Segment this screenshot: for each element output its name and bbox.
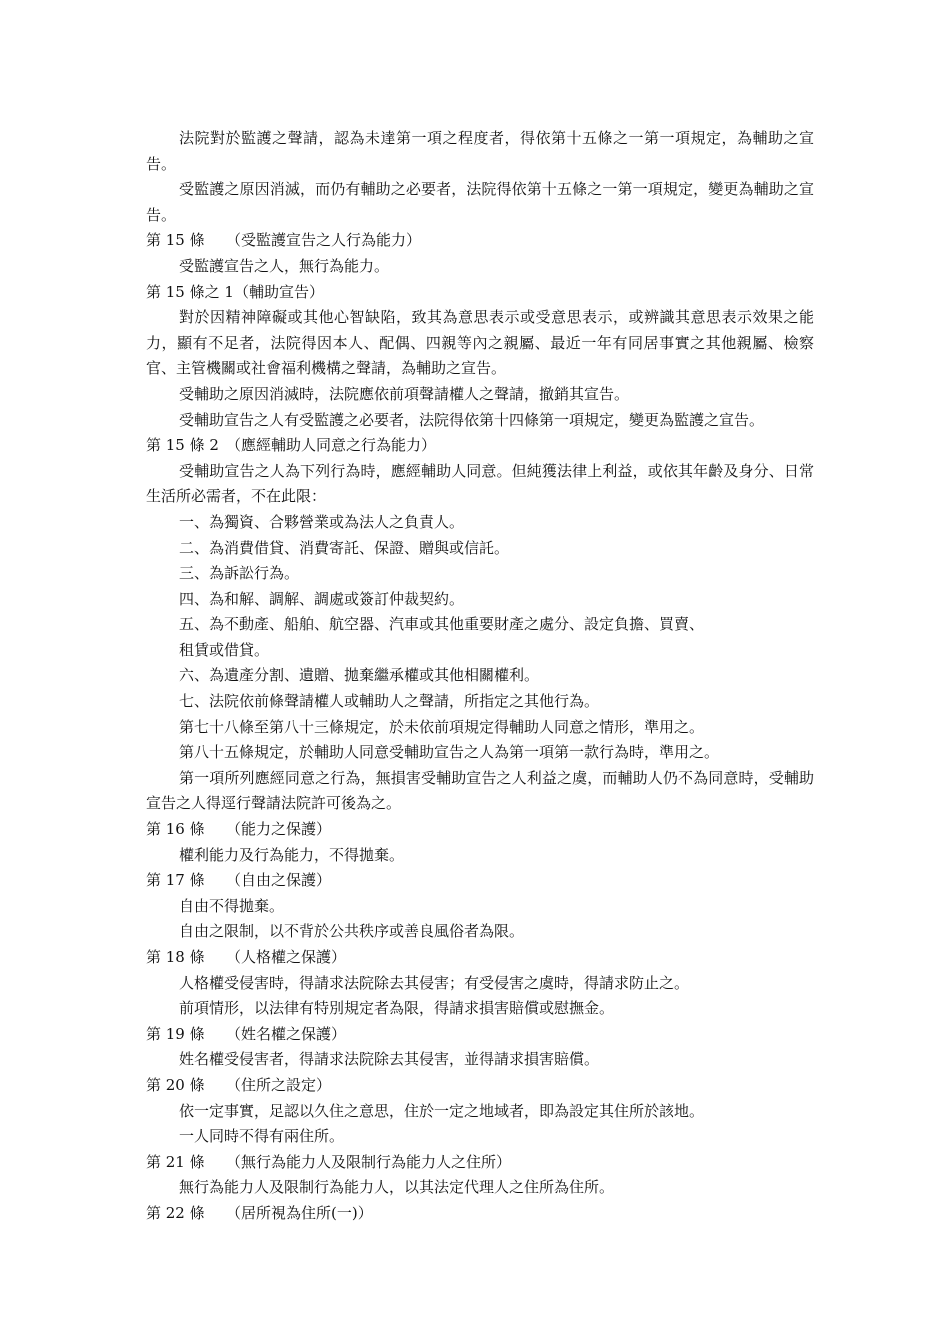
article-heading — [146, 1022, 814, 1048]
paragraph: 受監護宣告之人，無行為能力。 — [179, 256, 390, 275]
article-number: 第 19 條 — [146, 1024, 205, 1043]
article-heading — [146, 817, 814, 843]
paragraph: 第一項所列應經同意之行為，無損害受輔助宣告之人利益之虞，而輔助人仍不為同意時，受輔助宣告之人得逕行聲請法院許可後為之。 — [146, 768, 814, 813]
paragraph: 受監護之原因消滅，而仍有輔助之必要者，法院得依第十五條之一第一項規定，變更為輔助之宣告。 — [146, 180, 814, 224]
paragraph: 受輔助宣告之人為下列行為時，應經輔助人同意。但純獲法律上利益，或依其年齡及身分、日常生活所必需者，不在此限： — [146, 461, 814, 506]
article-title: （住所之設定） — [226, 1075, 332, 1094]
paragraph: 受輔助之原因消滅時，法院應依前項聲請權人之聲請，撤銷其宣告。 — [179, 384, 630, 403]
paragraph: 姓名權受侵害者，得請求法院除去其侵害，並得請求損害賠償。 — [179, 1050, 600, 1069]
paragraph: 法院對於監護之聲請，認為未達第一項之程度者，得依第十五條之一第一項規定，為輔助之宣告。 — [146, 129, 814, 173]
article-title: （受監護宣告之人行為能力） — [226, 231, 422, 250]
list-item: 七、法院依前條聲請權人或輔助人之聲請，所指定之其他行為。 — [179, 692, 600, 711]
article-title: （能力之保護） — [226, 820, 332, 839]
paragraph: 依一定事實，足認以久住之意思，住於一定之地域者，即為設定其住所於該地。 — [179, 1101, 705, 1120]
paragraph: 無行為能力人及限制行為能力人，以其法定代理人之住所為住所。 — [179, 1178, 615, 1197]
article-heading — [146, 280, 814, 306]
list-item: 一、為獨資、合夥營業或為法人之負責人。 — [179, 512, 465, 531]
paragraph: 對於因精神障礙或其他心智缺陷，致其為意思表示或受意思表示，或辨識其意思表示效果之能力，顯有不足者，法院得因本人、配偶、四親等內之親屬、最近一年有同居事實之其他親屬、檢察官、主管機關或社會福利機構之聲請，為輔助之宣告。 — [146, 308, 814, 378]
article-title: （姓名權之保護） — [226, 1024, 347, 1043]
list-item: 五、為不動產、船舶、航空器、汽車或其他重要財產之處分、設定負擔、買賣、 — [179, 615, 705, 634]
article-number: 第 15 條之 1 — [146, 282, 234, 301]
paragraph: 第八十五條規定，於輔助人同意受輔助宣告之人為第一項第一款行為時，準用之。 — [179, 743, 720, 762]
list-item: 三、為訴訟行為。 — [179, 564, 300, 583]
article-number: 第 22 條 — [146, 1203, 205, 1222]
article-number: 第 17 條 — [146, 871, 205, 890]
article-heading — [146, 433, 814, 459]
paragraph: 前項情形，以法律有特別規定者為限，得請求損害賠償或慰撫金。 — [179, 999, 615, 1018]
article-heading — [146, 1201, 814, 1227]
list-item: 二、為消費借貸、消費寄託、保證、贈與或信託。 — [179, 538, 510, 557]
paragraph: 權利能力及行為能力，不得拋棄。 — [179, 845, 405, 864]
article-title: （人格權之保護） — [226, 948, 347, 966]
article-heading — [146, 868, 814, 894]
document-page — [146, 126, 814, 1227]
article-heading — [146, 1150, 814, 1176]
list-item: 四、為和解、調解、調處或簽訂仲裁契約。 — [179, 589, 465, 608]
article-number: 第 15 條 2 — [146, 436, 219, 455]
article-number: 第 21 條 — [146, 1152, 205, 1171]
article-number: 第 16 條 — [146, 820, 205, 839]
article-title: （應經輔助人同意之行為能力） — [226, 436, 437, 455]
paragraph: 受輔助宣告之人有受監護之必要者，法院得依第十四條第一項規定，變更為監護之宣告。 — [179, 410, 765, 429]
article-number: 第 18 條 — [146, 948, 205, 966]
paragraph: 第七十八條至第八十三條規定，於未依前項規定得輔助人同意之情形，準用之。 — [179, 717, 705, 736]
article-number: 第 15 條 — [146, 231, 205, 250]
article-heading — [146, 1073, 814, 1099]
paragraph: 自由不得拋棄。 — [179, 896, 285, 915]
article-heading — [146, 228, 814, 254]
paragraph: 一人同時不得有兩住所。 — [179, 1127, 345, 1146]
list-item: 租賃或借貸。 — [179, 640, 270, 659]
article-title: （輔助宣告） — [233, 282, 324, 301]
article-title: （無行為能力人及限制行為能力人之住所） — [226, 1152, 512, 1171]
paragraph: 人格權受侵害時，得請求法院除去其侵害；有受侵害之虞時，得請求防止之。 — [179, 973, 690, 992]
article-heading — [146, 945, 814, 971]
article-title: （居所視為住所(一)） — [226, 1203, 373, 1222]
list-item: 六、為遺產分割、遺贈、拋棄繼承權或其他相關權利。 — [179, 666, 540, 685]
paragraph: 自由之限制，以不背於公共秩序或善良風俗者為限。 — [179, 922, 525, 941]
article-number: 第 20 條 — [146, 1075, 205, 1094]
article-title: （自由之保護） — [226, 871, 332, 890]
